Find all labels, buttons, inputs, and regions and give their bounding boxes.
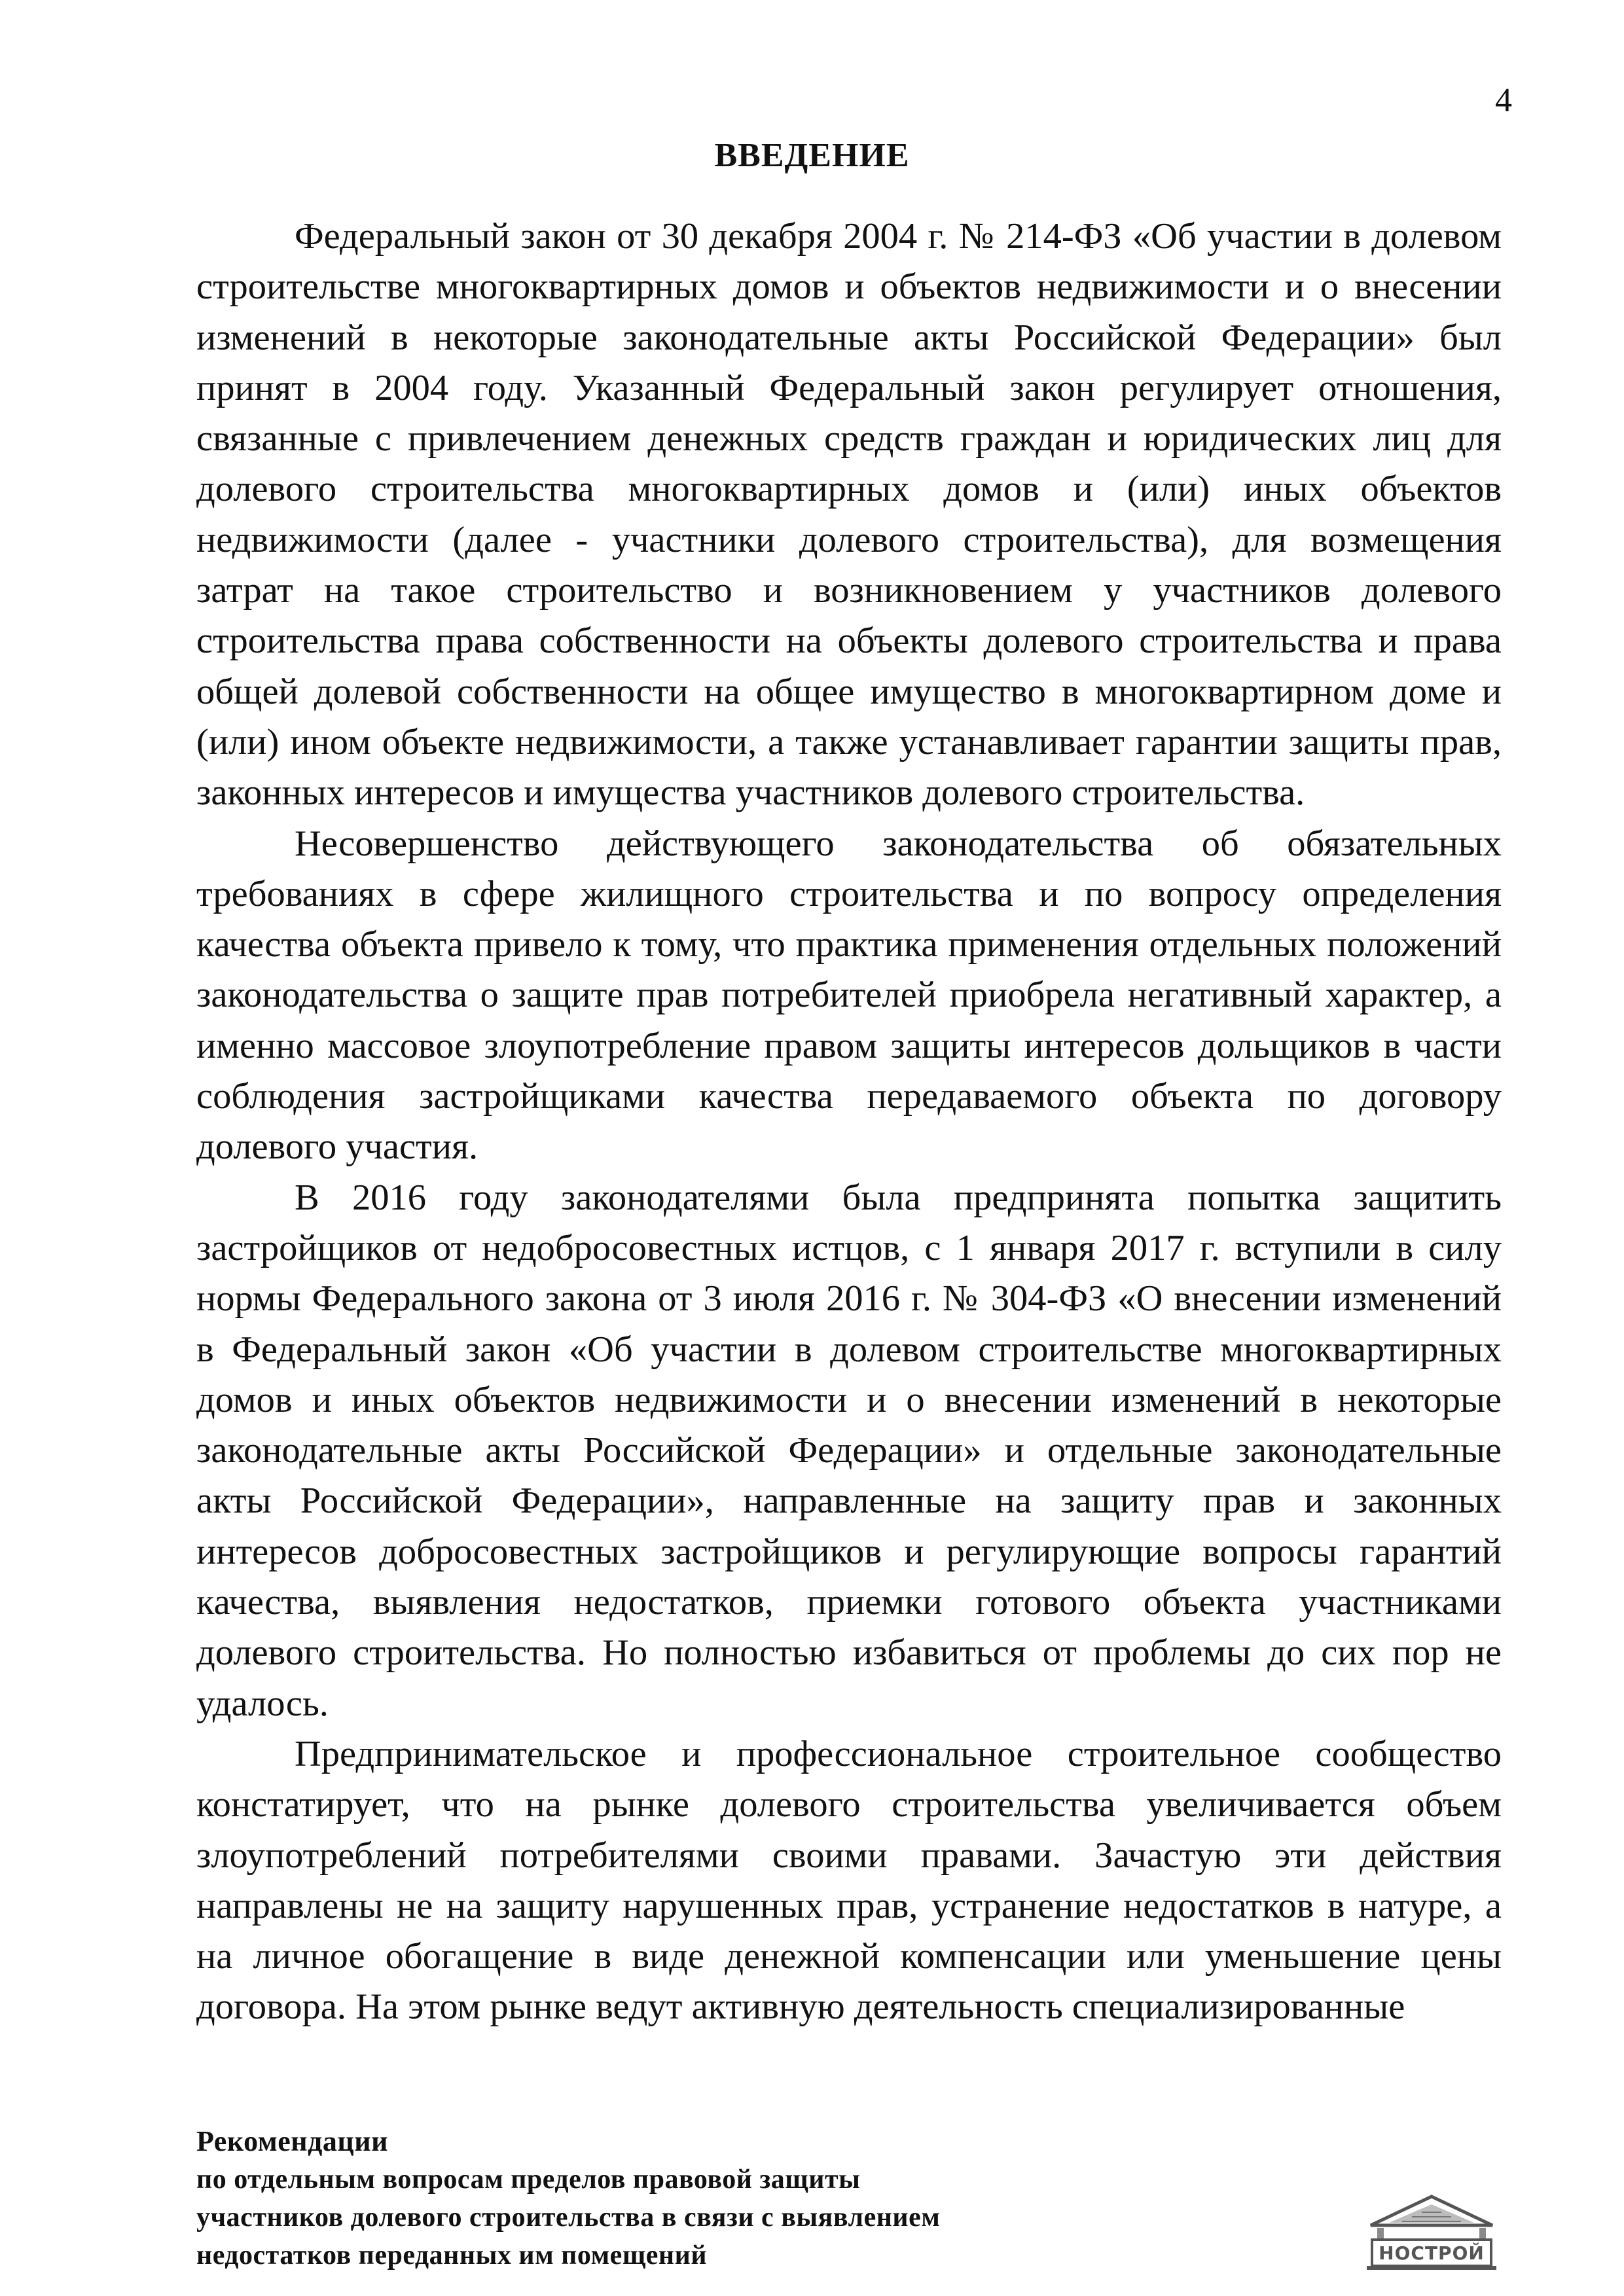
- page-number: 4: [1495, 82, 1512, 119]
- paragraph-3: В 2016 году законодателями была предпринята попытка защитить застройщиков от недобросовестных истцов, с 1 января 2017 г. вступили в силу нормы Федерального закона от 3 июля 2016 г. № 304-ФЗ «О внесении изменений в Федеральный закон «Об участии в долевом строительстве многоквартирных домов и иных объектов недвижимости и о внесении изменений в некоторые законодательные акты Российской Федерации» и отдельные законодательные акты Российской Федерации», направленные на защиту прав и законных интересов добросовестных застройщиков и регулирующие вопросы гарантий качества, выявления недостатков, приемки готового объекта участниками долевого строительства. Но полностью избавиться от проблемы до сих пор не удалось.: [196, 1177, 1502, 1724]
- footer-line-1: по отдельным вопросам пределов правовой защиты: [196, 2164, 861, 2195]
- footer-line-2: участников долевого строительства в связи с выявлением: [196, 2202, 941, 2233]
- footer-line-3: недостатков переданных им помещений: [196, 2240, 708, 2270]
- paragraph-4: Предпринимательское и профессиональное строительное сообщество констатирует, что на рынке долевого строительства увеличивается объем злоупотреблений потребителями своими правами. Зачастую эти действия направлены не на защиту нарушенных прав, устранение недостатков в натуре, а на личное обогащение в виде денежной компенсации или уменьшение цены договора. На этом рынке ведут активную деятельность специализированные: [196, 1733, 1502, 2028]
- body-text: [196, 211, 1502, 2033]
- paragraph-2: Несовершенство действующего законодательства об обязательных требованиях в сфере жилищного строительства и по вопросу определения качества объекта привело к тому, что практика применения отдельных положений законодательства о защите прав потребителей приобрела негативный характер, а именно массовое злоупотребление правом защиты интересов дольщиков в части соблюдения застройщиками качества передаваемого объекта по договору долевого участия.: [196, 823, 1502, 1168]
- paragraph-1: Федеральный закон от 30 декабря 2004 г. № 214-ФЗ «Об участии в долевом строительстве многоквартирных домов и объектов недвижимости и о внесении изменений в некоторые законодательные акты Российской Федерации» был принят в 2004 году. Указанный Федеральный закон регулирует отношения, связанные с привлечением денежных средств граждан и юридических лиц для долевого строительства многоквартирных домов и (или) иных объектов недвижимости (далее - участники долевого строительства), для возмещения затрат на такое строительство и возникновением у участников долевого строительства права собственности на объекты долевого строительства и права общей долевой собственности на общее имущество в многоквартирном доме и (или) ином объекте недвижимости, а также устанавливает гарантии защиты прав, законных интересов и имущества участников долевого строительства.: [196, 216, 1502, 814]
- logo-text: НОСТРОЙ: [1379, 2242, 1485, 2264]
- section-title: ВВЕДЕНИЕ: [714, 137, 910, 174]
- footer-document-title: [196, 2123, 1178, 2274]
- nostroy-logo: [1363, 2194, 1500, 2272]
- footer-heading: Рекомендации: [196, 2125, 388, 2157]
